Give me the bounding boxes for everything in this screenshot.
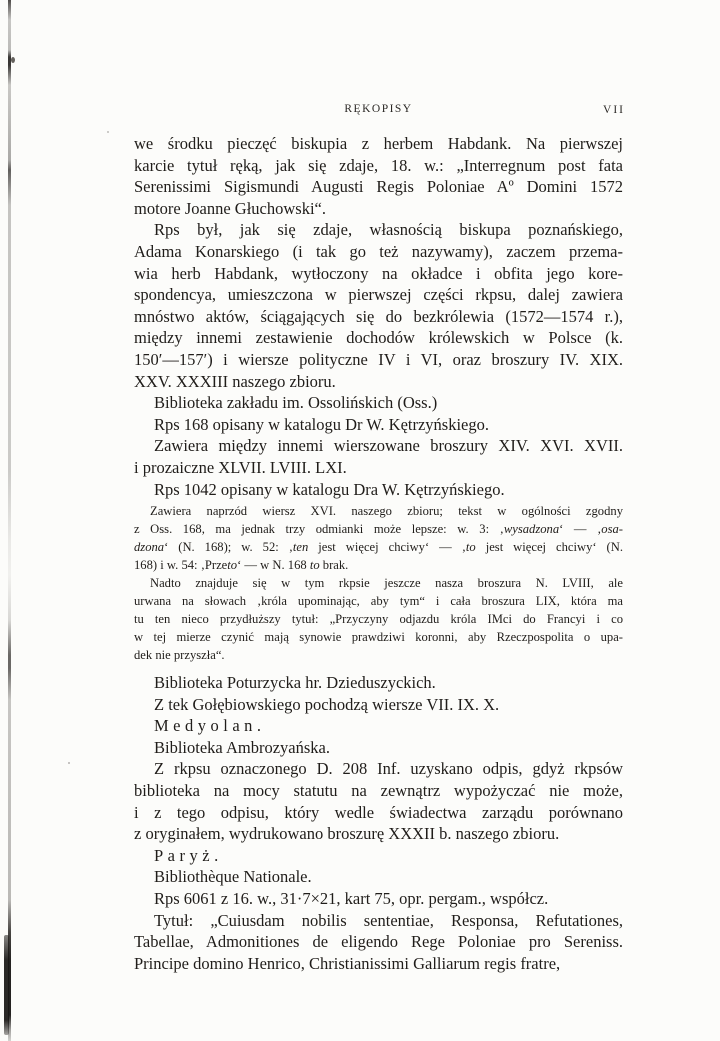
text-line: Biblioteka Poturzycka hr. Dzieduszyckich. bbox=[154, 673, 436, 693]
text-line: Principe domino Henrico, Christianissimi Galliarum regis fratre, bbox=[134, 953, 561, 973]
paragraph bbox=[134, 435, 623, 478]
text-line: dek nie przyszła“. bbox=[134, 648, 225, 663]
text-line: Rps 168 opisany w katalogu Dr W. Kętrzyńskiego. bbox=[154, 414, 490, 434]
text-line: w tej mierze czynić mają synowie prawdziwi koronni, aby Rzeczpospolita o upa- bbox=[134, 630, 623, 645]
text-line: wia herb Habdank, wytłoczony na okładce i obfita jego kore- bbox=[134, 263, 623, 283]
text-line: Biblioteka zakładu im. Ossolińskich (Oss.) bbox=[154, 393, 438, 413]
paragraph bbox=[134, 392, 623, 414]
text-line: Rps 6061 z 16. w., 31·7×21, kart 75, opr. pergam., współcz. bbox=[154, 889, 549, 909]
text-line: tu ten nieco przydłuższy tytuł: „Przyczyny odjazdu króla IMci do Francyi i co bbox=[134, 612, 623, 627]
binding-shadow-bottom-artifact bbox=[4, 935, 9, 1035]
scan-speck bbox=[11, 57, 15, 63]
running-title: RĘKOPISY bbox=[344, 103, 413, 115]
text-line: 150′—157′) i wiersze polityczne IV i VI, oraz broszury IV. XIX. bbox=[134, 349, 623, 369]
page-text bbox=[134, 133, 623, 974]
text-line: urwana na słowach ‚króla upominając, aby tym“ i cała broszura LIX, która ma bbox=[134, 594, 623, 609]
paragraph bbox=[134, 694, 623, 716]
text-line: Serenissimi Sigismundi Augusti Regis Poloniae Aº Domini 1572 bbox=[134, 177, 623, 197]
text-line: Rps był, jak się zdaje, własnością biskupa poznańskiego, bbox=[154, 220, 623, 240]
text-line: Tabellae, Admonitiones de eligendo Rege Poloniae pro Sereniss. bbox=[134, 932, 623, 952]
page-header bbox=[134, 103, 623, 117]
paragraph bbox=[134, 479, 623, 501]
text-line: spondencya, umieszczona w pierwszej części rkpsu, dalej zawiera bbox=[134, 285, 623, 305]
paragraph bbox=[134, 758, 623, 844]
paragraph bbox=[134, 866, 623, 888]
text-line: z Oss. 168, ma jednak trzy odmianki może lepsze: w. 3: ‚wysadzona‘ — ‚osa- bbox=[134, 522, 623, 537]
text-line: Nadto znajduje się w tym rkpsie jeszcze nasza broszura N. LVIII, ale bbox=[150, 576, 623, 591]
text-line: i z tego odpisu, który wedle świadectwa zarządu porównano bbox=[134, 802, 623, 822]
paragraph bbox=[134, 574, 623, 664]
page-number: VII bbox=[603, 104, 625, 116]
paragraph bbox=[134, 737, 623, 759]
text-line: XXV. XXXIII naszego zbioru. bbox=[134, 371, 336, 391]
paragraph bbox=[134, 845, 623, 867]
paragraph bbox=[134, 888, 623, 910]
scan-speck bbox=[68, 762, 70, 764]
paragraph bbox=[134, 672, 623, 694]
paragraph bbox=[134, 133, 623, 219]
text-line: karcie tytuł ręką, jak się zdaje, 18. w.: „Interregnum post fata bbox=[134, 155, 623, 175]
text-line: dzona‘ (N. 168); w. 52: ‚ten jest więcej chciwy‘ — ‚to jest więcej chciwy‘ (N. bbox=[134, 540, 623, 555]
text-line: Bibliothèque Nationale. bbox=[154, 867, 312, 887]
paragraph bbox=[134, 910, 623, 975]
text-line: Paryż. bbox=[154, 845, 223, 865]
text-line: z oryginałem, wydrukowano broszurę XXXII b. naszego zbioru. bbox=[134, 824, 560, 844]
text-line: Rps 1042 opisany w katalogu Dra W. Kętrzyńskiego. bbox=[154, 479, 505, 499]
text-line: Zawiera naprzód wiersz XVI. naszego zbioru; tekst w ogólności zgodny bbox=[150, 504, 623, 519]
paragraph bbox=[134, 715, 623, 737]
text-line: Adama Konarskiego (i tak go też nazywamy), zaczem przema- bbox=[134, 241, 623, 261]
text-line: Biblioteka Ambrozyańska. bbox=[154, 737, 330, 757]
paragraph bbox=[134, 414, 623, 436]
text-line: motore Joanne Głuchowski“. bbox=[134, 198, 326, 218]
paragraph bbox=[134, 502, 623, 574]
scan-speck bbox=[107, 131, 109, 133]
text-line: biblioteka na mocy statutu na zewnątrz wypożyczać nie może, bbox=[134, 781, 623, 801]
text-block bbox=[134, 103, 623, 974]
paragraph bbox=[134, 219, 623, 392]
binding-shadow-artifact bbox=[8, 0, 11, 1041]
text-line: Z tek Gołębiowskiego pochodzą wiersze VII. IX. X. bbox=[154, 694, 500, 714]
text-line: Zawiera między innemi wierszowane broszury XIV. XVI. XVII. bbox=[154, 436, 623, 456]
text-line: i prozaiczne XLVII. LVIII. LXI. bbox=[134, 457, 347, 477]
text-line: między innemi zestawienie dochodów królewskich w Polsce (k. bbox=[134, 328, 623, 348]
text-line: Z rkpsu oznaczonego D. 208 Inf. uzyskano odpis, gdyż rkpsów bbox=[154, 759, 623, 779]
text-line: Tytuł: „Cuiusdam nobilis sententiae, Responsa, Refutationes, bbox=[154, 910, 623, 930]
text-line: we środku pieczęć biskupia z herbem Habdank. Na pierwszej bbox=[134, 134, 623, 153]
text-line: Medyolan. bbox=[154, 716, 266, 736]
text-line: 168) i w. 54: ‚Przeto‘ — w N. 168 to brak. bbox=[134, 558, 349, 573]
text-line: mnóstwo aktów, ściągających się do bezkrólewia (1572—1574 r.), bbox=[134, 306, 623, 326]
